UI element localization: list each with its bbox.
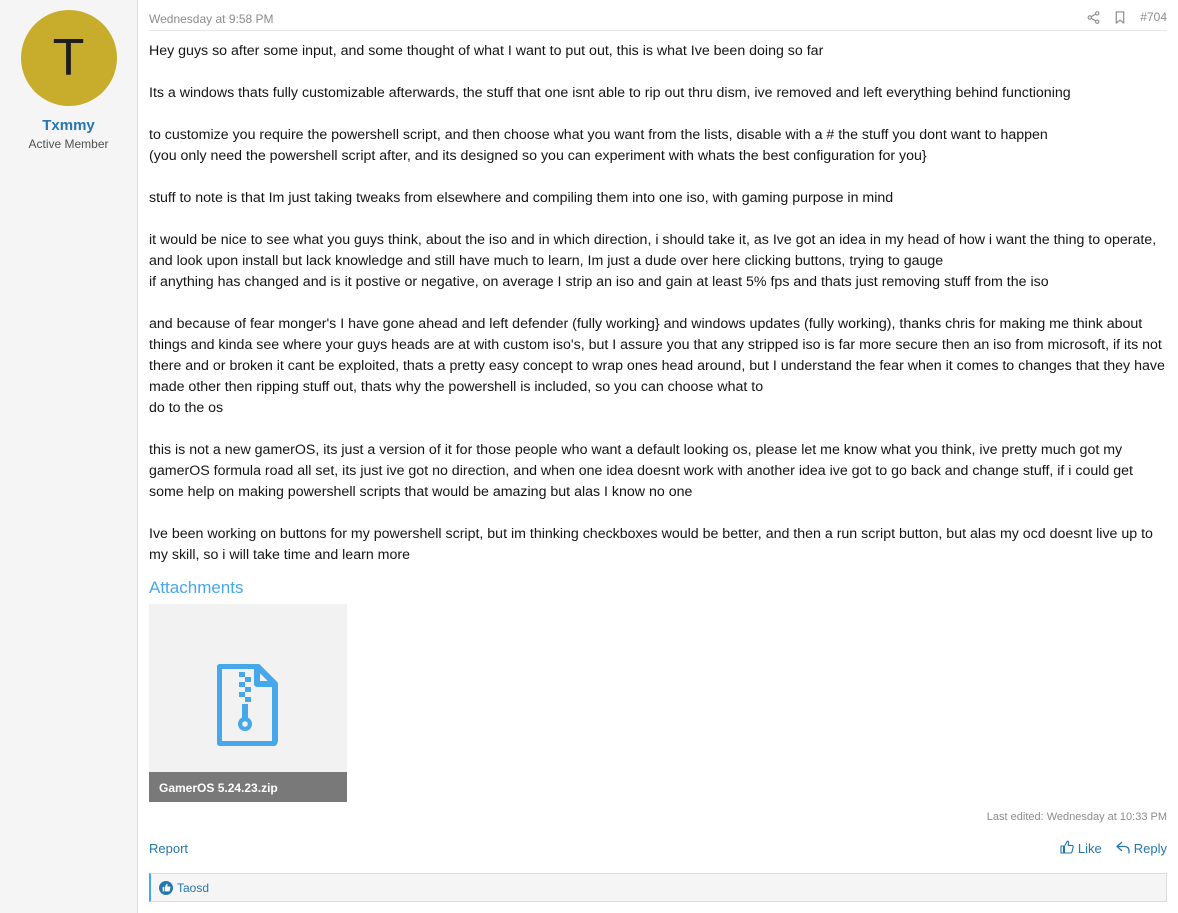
reaction-user-link[interactable]: Taosd [177,880,210,895]
thumbs-up-icon [1060,840,1074,857]
post-header-actions [1087,10,1167,24]
post-paragraph: stuff to note is that Im just taking tweaks from elsewhere and compiling them into one iso, with gaming purpose in mind [149,190,894,206]
reply-button[interactable] [1116,840,1167,857]
post-main [138,0,1178,913]
post-paragraph: Ive been working on buttons for my powershell script, but im thinking checkboxes would be better, and then a run script button, but alas my ocd doesnt live up to my skill, so i will take time and learn more [149,526,1153,563]
username-link[interactable]: Txmmy [42,117,95,134]
post-paragraph: and because of fear monger's I have gone ahead and left defender (fully working} and windows updates (fully working), thanks chris for making me think about things and kinda see where your guys heads are at with custom iso's, but I assure you that any stripped iso is far more secure then an iso from microsoft, if its not there and or broken it cant be exploited, thats a pretty easy concept to wrap ones head around, but I understand the fear when it comes to changes that they have made other then ripping stuff out, thats why the powershell is included, so you can choose what to do to the os [149,316,1165,416]
like-button[interactable] [1060,840,1102,857]
post-paragraph: Its a windows thats fully customizable afterwards, the stuff that one isnt able to rip out thru dism, ive removed and left everything behind functioning [149,85,1071,101]
reply-arrow-icon [1116,841,1130,857]
share-icon[interactable] [1087,11,1100,24]
like-reaction-icon [159,881,173,895]
like-label: Like [1077,841,1102,856]
bookmark-icon[interactable] [1114,11,1126,24]
avatar[interactable] [21,10,117,106]
post-header [149,10,1167,31]
post-number-link[interactable]: #704 [1140,10,1167,24]
reactions-bar [149,873,1167,902]
post-paragraph: to customize you require the powershell script, and then choose what you want from the lists, disable with a # the stuff you dont want to happen (you only need the powershell script after, and its designed so you can experiment with whats the best configuration for you} [149,127,1048,164]
post-paragraph: it would be nice to see what you guys think, about the iso and in which direction, i should take it, as Ive got an idea in my head of how i want the thing to operate, and look upon install but lack knowledge and still have much to learn, Im just a dude over here clicking buttons, trying to gauge if anything has changed and is it postive or negative, on average I strip an iso and gain at least 5% fps and thats just removing stuff from the iso [149,232,1157,290]
reply-label: Reply [1133,841,1167,856]
post-paragraph: this is not a new gamerOS, its just a version of it for those people who want a default looking os, please let me know what you think, ive pretty much got my gamerOS formula road all set, its just ive got no direction, and when one idea doesnt work with another idea ive got to go back and change stuff, if i could get some help on making powershell scripts that would be amazing but alas I know no one [149,442,1133,500]
attachment-card[interactable] [149,604,347,802]
attachment-filename[interactable]: GamerOS 5.24.23.zip [149,772,347,802]
post-paragraph: Hey guys so after some input, and some thought of what I want to put out, this is what Ive been doing so far [149,43,824,59]
post-timestamp[interactable]: Wednesday at 9:58 PM [149,12,274,26]
report-button[interactable]: Report [149,841,189,856]
last-edited-note: Last edited: Wednesday at 10:33 PM [986,811,1167,823]
attachments-heading: Attachments [149,578,244,597]
post-footer-actions [1060,840,1167,857]
user-title: Active Member [28,137,109,151]
user-sidebar [0,0,138,913]
zip-file-icon [217,664,279,751]
post-body [149,41,1167,566]
avatar-letter: T [52,29,85,87]
